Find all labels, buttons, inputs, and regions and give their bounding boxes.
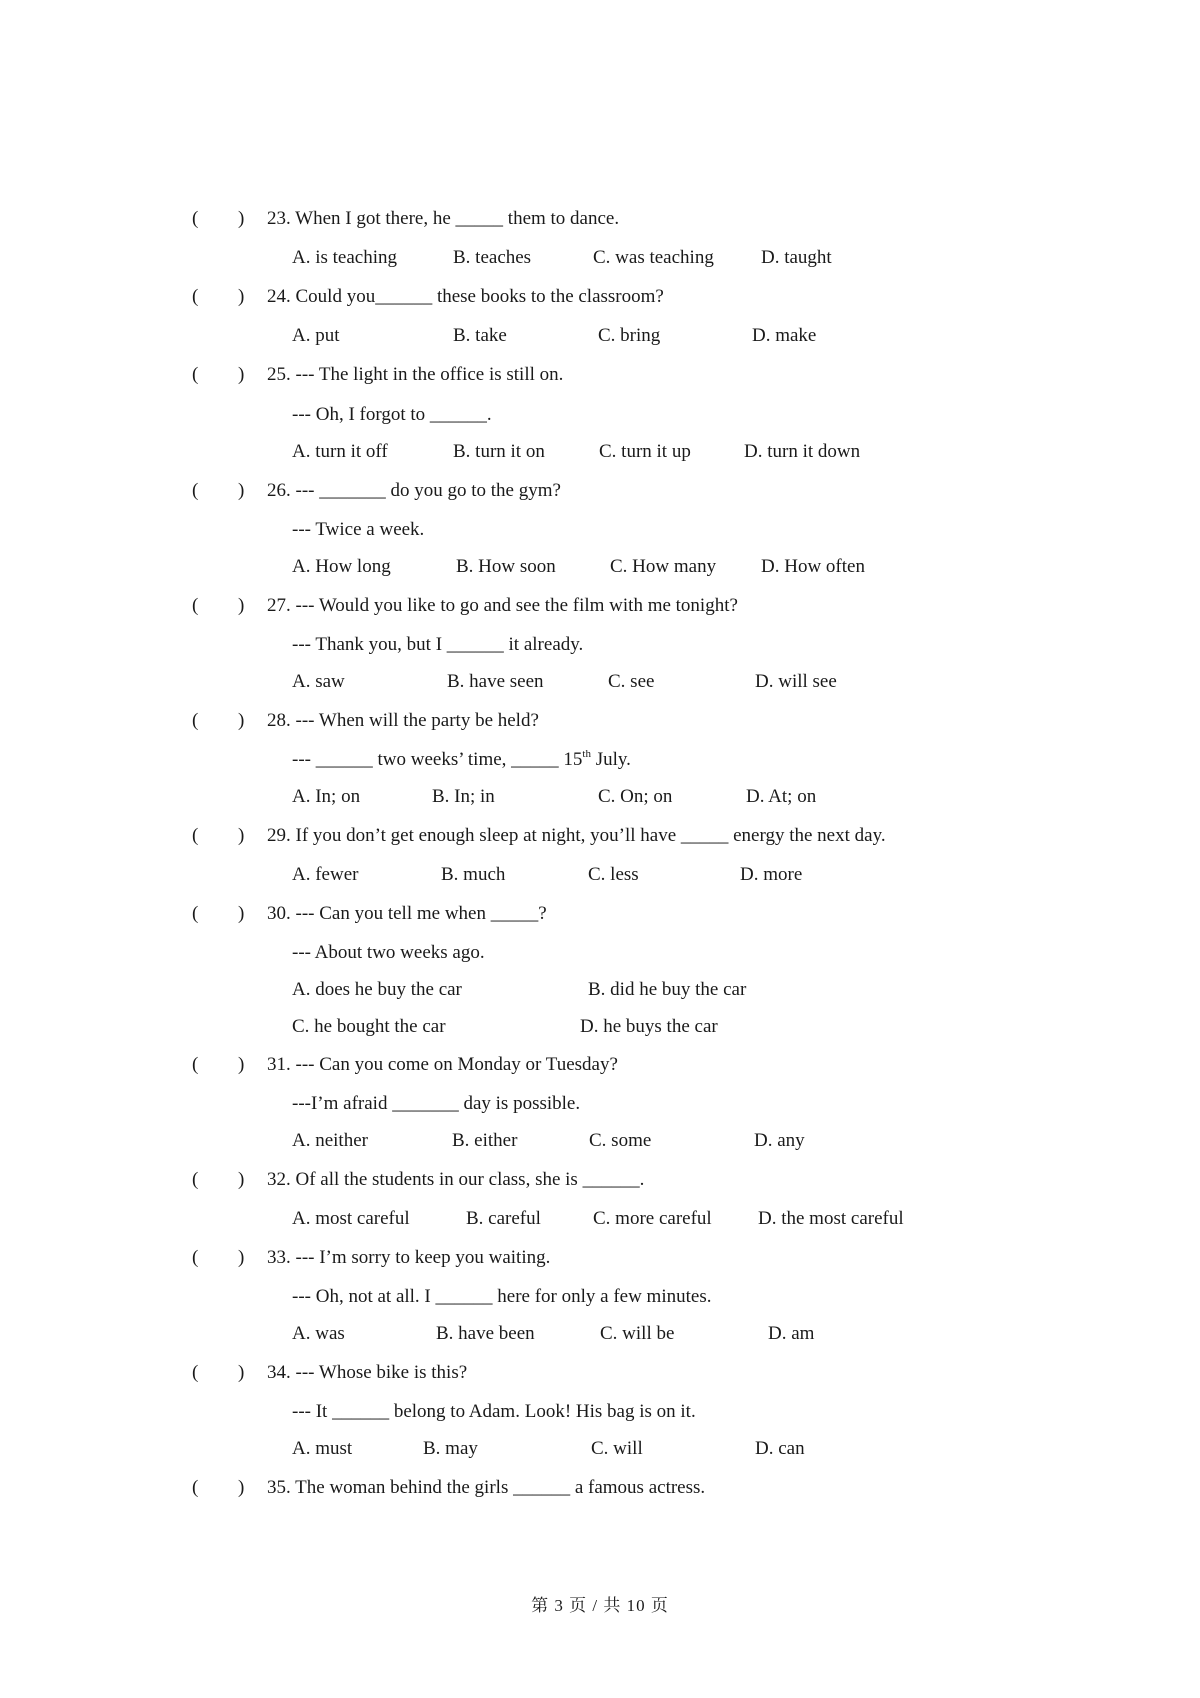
options-25 (0, 437, 1200, 467)
options-29 (0, 860, 1200, 890)
option-b: B. In; in (432, 786, 495, 807)
answer-paren-left: ( (192, 286, 199, 307)
reply-33 (0, 1282, 1200, 1312)
option-b: B. take (453, 325, 507, 346)
dialogue-reply (292, 745, 631, 775)
option-c: C. will (591, 1438, 643, 1459)
question-35 (0, 1473, 1200, 1503)
option-d: D. At; on (746, 786, 817, 807)
question-34 (0, 1358, 1200, 1388)
question-stem: 31. --- Can you come on Monday or Tuesday? (267, 1054, 618, 1075)
reply-30 (0, 938, 1200, 968)
page-number-footer: 第 3 页 / 共 10 页 (531, 1596, 669, 1615)
answer-paren-right: ) (238, 1169, 245, 1190)
options-26 (0, 552, 1200, 582)
options-30-ab (0, 975, 1200, 1005)
reply-25 (0, 400, 1200, 430)
option-c: C. less (588, 864, 639, 885)
option-b: B. teaches (453, 247, 532, 268)
option-a: A. How long (292, 556, 391, 577)
options-31 (0, 1126, 1200, 1156)
question-27 (0, 591, 1200, 621)
option-d: D. am (768, 1323, 815, 1344)
options-33 (0, 1319, 1200, 1349)
option-d: D. more (740, 864, 803, 885)
question-31 (0, 1050, 1200, 1080)
option-c: C. How many (610, 556, 717, 577)
question-stem: 23. When I got there, he _____ them to dance. (267, 208, 620, 229)
option-b: B. turn it on (453, 441, 545, 462)
options-34 (0, 1434, 1200, 1464)
dialogue-reply: --- Twice a week. (292, 519, 425, 540)
question-stem: 26. --- _______ do you go to the gym? (267, 480, 561, 501)
dialogue-reply: ---I’m afraid _______ day is possible. (292, 1093, 581, 1114)
option-d: D. can (755, 1438, 805, 1459)
question-30 (0, 899, 1200, 929)
options-27 (0, 667, 1200, 697)
option-a: A. most careful (292, 1208, 410, 1229)
options-24 (0, 321, 1200, 351)
option-a: A. must (292, 1438, 353, 1459)
option-a: A. neither (292, 1130, 368, 1151)
answer-paren-left: ( (192, 1169, 199, 1190)
answer-paren-right: ) (238, 286, 245, 307)
answer-paren-left: ( (192, 1054, 199, 1075)
answer-paren-right: ) (238, 1477, 245, 1498)
option-b: B. careful (466, 1208, 541, 1229)
option-c: C. bring (598, 325, 661, 346)
options-28 (0, 782, 1200, 812)
answer-paren-right: ) (238, 480, 245, 501)
question-24 (0, 282, 1200, 312)
reply-text-a: --- ______ two weeks’ time, _____ 15 (292, 749, 583, 770)
answer-paren-left: ( (192, 595, 199, 616)
question-stem: 30. --- Can you tell me when _____? (267, 903, 547, 924)
question-28 (0, 706, 1200, 736)
option-d: D. turn it down (744, 441, 861, 462)
answer-paren-right: ) (238, 595, 245, 616)
option-b: B. How soon (456, 556, 556, 577)
dialogue-reply: --- Oh, I forgot to ______. (292, 404, 492, 425)
question-stem: 27. --- Would you like to go and see the film with me tonight? (267, 595, 738, 616)
option-b: B. have been (436, 1323, 535, 1344)
option-a: A. put (292, 325, 340, 346)
answer-paren-right: ) (238, 903, 245, 924)
option-c: C. On; on (598, 786, 673, 807)
question-23 (0, 204, 1200, 234)
option-d: D. the most careful (758, 1208, 904, 1229)
option-d: D. make (752, 325, 817, 346)
option-c: C. see (608, 671, 655, 692)
question-29 (0, 821, 1200, 851)
answer-paren-right: ) (238, 1247, 245, 1268)
question-stem: 33. --- I’m sorry to keep you waiting. (267, 1247, 551, 1268)
answer-paren-left: ( (192, 1477, 199, 1498)
answer-paren-right: ) (238, 1054, 245, 1075)
option-a: A. was (292, 1323, 345, 1344)
option-c: C. more careful (593, 1208, 712, 1229)
option-b: B. have seen (447, 671, 544, 692)
reply-27 (0, 630, 1200, 660)
answer-paren-left: ( (192, 1362, 199, 1383)
option-d: D. he buys the car (580, 1016, 718, 1037)
question-33 (0, 1243, 1200, 1273)
option-a: A. does he buy the car (292, 979, 462, 1000)
option-b: B. did he buy the car (588, 979, 747, 1000)
options-30-cd (0, 1012, 1200, 1042)
question-stem: 28. --- When will the party be held? (267, 710, 539, 731)
answer-paren-left: ( (192, 364, 199, 385)
option-d: D. How often (761, 556, 865, 577)
reply-26 (0, 515, 1200, 545)
question-stem: 29. If you don’t get enough sleep at night, you’ll have _____ energy the next day. (267, 825, 886, 846)
reply-text-b: July. (590, 749, 631, 770)
question-32 (0, 1165, 1200, 1195)
answer-paren-right: ) (238, 364, 245, 385)
answer-paren-right: ) (238, 208, 245, 229)
answer-paren-right: ) (238, 710, 245, 731)
dialogue-reply: --- It ______ belong to Adam. Look! His bag is on it. (292, 1401, 696, 1422)
reply-28 (0, 745, 1200, 775)
option-b: B. either (452, 1130, 518, 1151)
option-d: D. will see (755, 671, 837, 692)
question-25 (0, 360, 1200, 390)
question-stem: 32. Of all the students in our class, she is ______. (267, 1169, 645, 1190)
answer-paren-left: ( (192, 480, 199, 501)
option-c: C. he bought the car (292, 1016, 446, 1037)
option-c: C. some (589, 1130, 652, 1151)
reply-34 (0, 1397, 1200, 1427)
answer-paren-right: ) (238, 1362, 245, 1383)
option-c: C. was teaching (593, 247, 714, 268)
dialogue-reply: --- Thank you, but I ______ it already. (292, 634, 584, 655)
option-a: A. turn it off (292, 441, 388, 462)
options-32 (0, 1204, 1200, 1234)
answer-paren-left: ( (192, 1247, 199, 1268)
option-a: A. saw (292, 671, 345, 692)
answer-paren-left: ( (192, 825, 199, 846)
options-23 (0, 243, 1200, 273)
answer-paren-right: ) (238, 825, 245, 846)
option-a: A. fewer (292, 864, 359, 885)
option-c: C. will be (600, 1323, 675, 1344)
question-stem: 35. The woman behind the girls ______ a famous actress. (267, 1477, 706, 1498)
dialogue-reply: --- About two weeks ago. (292, 942, 485, 963)
option-a: A. In; on (292, 786, 361, 807)
option-b: B. may (423, 1438, 478, 1459)
reply-31 (0, 1089, 1200, 1119)
option-a: A. is teaching (292, 247, 398, 268)
option-c: C. turn it up (599, 441, 691, 462)
question-26 (0, 476, 1200, 506)
answer-paren-left: ( (192, 710, 199, 731)
option-d: D. any (754, 1130, 805, 1151)
ordinal-suffix: th (582, 747, 591, 760)
dialogue-reply: --- Oh, not at all. I ______ here for only a few minutes. (292, 1286, 712, 1307)
option-b: B. much (441, 864, 506, 885)
answer-paren-left: ( (192, 208, 199, 229)
question-stem: 25. --- The light in the office is still on. (267, 364, 564, 385)
question-stem: 24. Could you______ these books to the classroom? (267, 286, 664, 307)
question-stem: 34. --- Whose bike is this? (267, 1362, 468, 1383)
option-d: D. taught (761, 247, 832, 268)
answer-paren-left: ( (192, 903, 199, 924)
